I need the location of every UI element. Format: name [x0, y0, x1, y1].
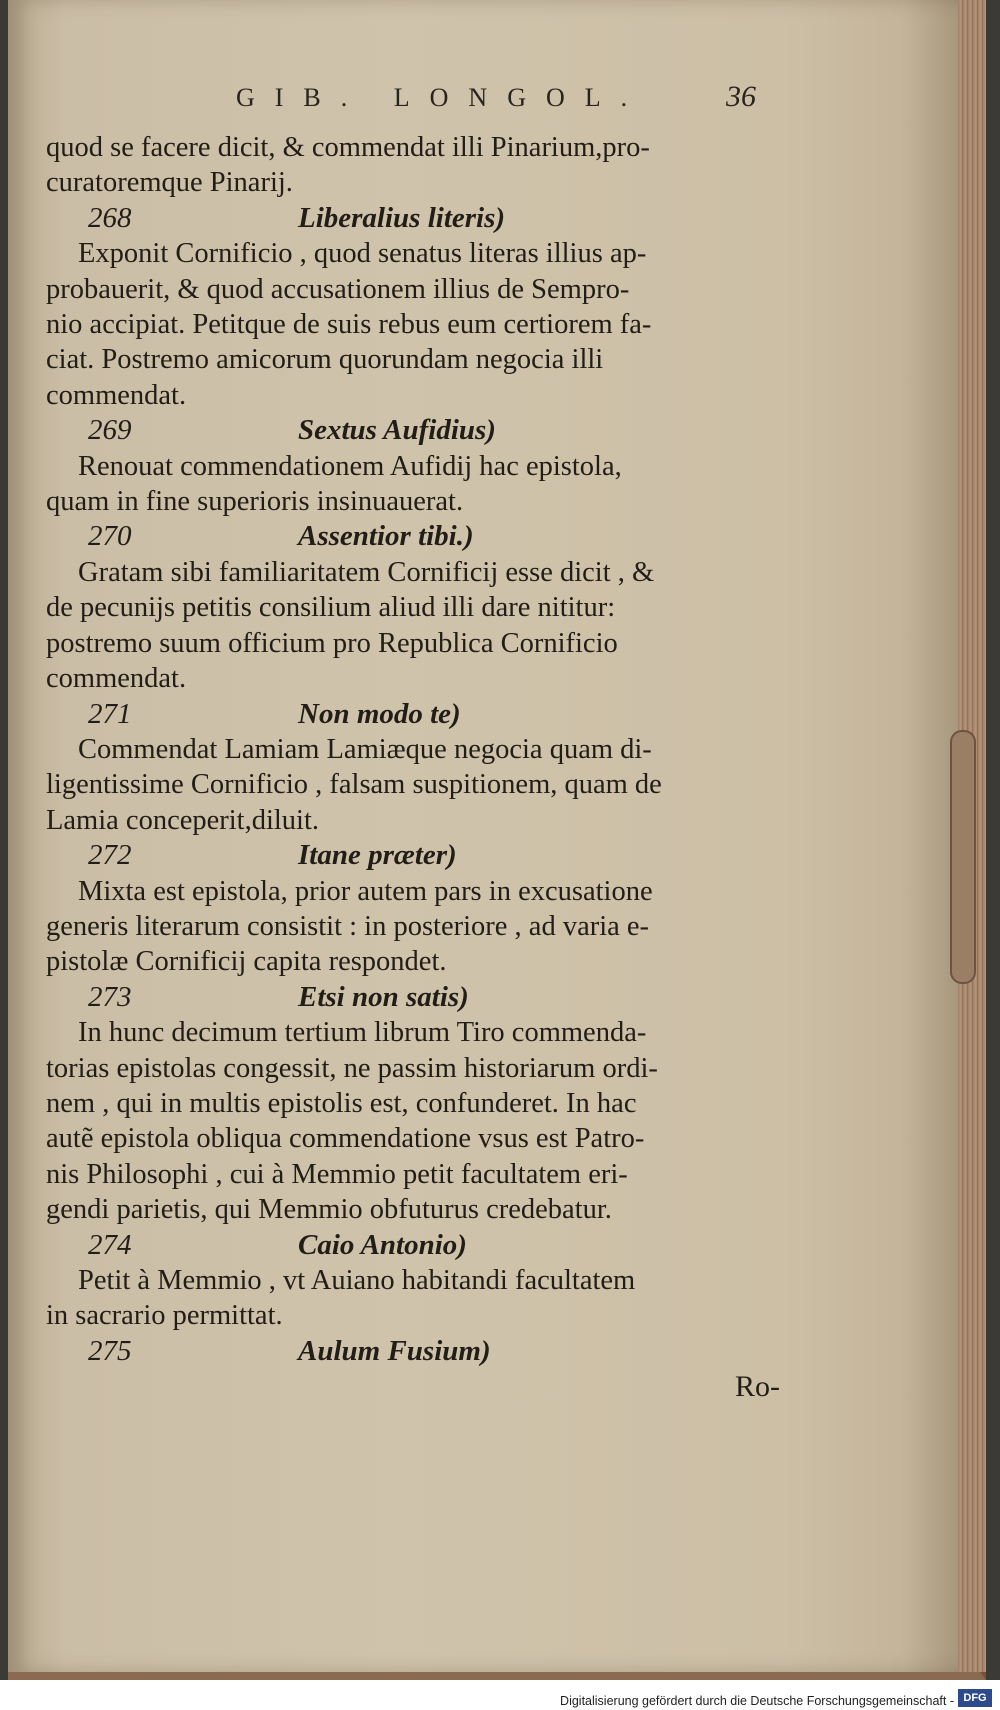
text-line: nem , qui in multis epistolis est, confunderet. In hac: [46, 1087, 637, 1119]
entry-273: [46, 980, 794, 1228]
text-line: Commendat Lamiam Lamiæque negocia quam di-: [78, 733, 652, 765]
text-line: commendat.: [46, 663, 187, 695]
book-clasp: [950, 730, 976, 984]
text-line: quam in fine superioris insinuauerat.: [46, 486, 464, 518]
entry-275: [46, 1334, 794, 1369]
text-line: ligentissime Cornificio , falsam suspitionem, quam de: [46, 769, 662, 801]
text-line: ciat. Postremo amicorum quorundam negocia illi: [46, 344, 604, 376]
entry-number: 270: [88, 520, 132, 553]
entry-270: [46, 519, 794, 696]
entry-title: Itane præter): [298, 839, 457, 872]
entry-title: Sextus Aufidius): [298, 414, 496, 447]
opening-paragraph: [46, 130, 794, 201]
text-line: gendi parietis, qui Memmio obfuturus credebatur.: [46, 1194, 612, 1226]
text-line: curatoremque Pinarij.: [46, 167, 293, 199]
page-text: [46, 130, 794, 1405]
text-line: Lamia conceperit,diluit.: [46, 804, 320, 836]
entry-274: [46, 1228, 794, 1334]
text-line: generis literarum consistit : in posteriore , ad varia e-: [46, 910, 650, 942]
entry-number: 274: [88, 1228, 132, 1261]
entry-title: Assentior tibi.): [298, 520, 474, 553]
text-line: torias epistolas congessit, ne passim historiarum ordi-: [46, 1052, 658, 1084]
entry-heading: [46, 519, 794, 554]
entry-title: Aulum Fusium): [298, 1334, 491, 1367]
entry-number: 268: [88, 201, 132, 234]
catchword: Ro-: [735, 1370, 780, 1404]
entry-272: [46, 838, 794, 980]
entry-list: [46, 201, 794, 1369]
text-line: probauerit, & quod accusationem illius de Sempro-: [46, 273, 630, 305]
text-line: postremo suum officium pro Republica Cornificio: [46, 627, 618, 659]
entry-269: [46, 413, 794, 519]
entry-number: 275: [88, 1334, 132, 1367]
text-line: In hunc decimum tertium librum Tiro commenda-: [78, 1017, 647, 1049]
entry-268: [46, 201, 794, 413]
text-line: nio accipiat. Petitque de suis rebus eum certiorem fa-: [46, 309, 652, 341]
text-line: Gratam sibi familiaritatem Cornificij esse dicit , &: [78, 556, 655, 588]
entry-number: 273: [88, 980, 132, 1013]
running-head-title: GIB. LONGOL.: [236, 83, 648, 112]
text-line: autẽ epistola obliqua commendatione vsus est Patro-: [46, 1123, 645, 1155]
text-line: Renouat commendationem Aufidij hac epistola,: [78, 450, 622, 482]
text-line: de pecunijs petitis consilium aliud illi dare nititur:: [46, 592, 616, 624]
entry-number: 269: [88, 414, 132, 447]
text-line: pistolæ Cornificij capita respondet.: [46, 946, 447, 978]
entry-heading: [46, 980, 794, 1015]
entry-heading: [46, 697, 794, 732]
text-line: quod se facere dicit, & commendat illi Pinarium,pro-: [46, 132, 650, 163]
dfg-logo: DFG: [958, 1689, 992, 1707]
entry-271: [46, 697, 794, 839]
entry-number: 271: [88, 697, 132, 730]
footer-credit: Digitalisierung gefördert durch die Deutsche Forschungsgemeinschaft -: [560, 1694, 954, 1708]
text-line: nis Philosophi , cui à Memmio petit facultatem eri-: [46, 1158, 628, 1190]
page-number: 36: [726, 80, 756, 113]
text-line: Exponit Cornificio , quod senatus literas illius ap-: [78, 238, 647, 270]
text-line: Petit à Memmio , vt Auiano habitandi facultatem: [78, 1265, 636, 1296]
text-line: Mixta est epistola, prior autem pars in excusatione: [78, 875, 653, 907]
running-head: [236, 80, 756, 114]
entry-title: Non modo te): [298, 697, 461, 730]
entry-title: Caio Antonio): [298, 1228, 467, 1261]
entry-heading: [46, 201, 794, 236]
entry-heading: [46, 838, 794, 873]
entry-title: Etsi non satis): [298, 980, 469, 1013]
text-line: commendat.: [46, 379, 187, 411]
text-line: in sacrario permittat.: [46, 1300, 283, 1332]
entry-number: 272: [88, 839, 132, 872]
entry-heading: [46, 413, 794, 448]
entry-title: Liberalius literis): [298, 201, 506, 234]
entry-heading: [46, 1334, 794, 1369]
entry-heading: [46, 1228, 794, 1263]
